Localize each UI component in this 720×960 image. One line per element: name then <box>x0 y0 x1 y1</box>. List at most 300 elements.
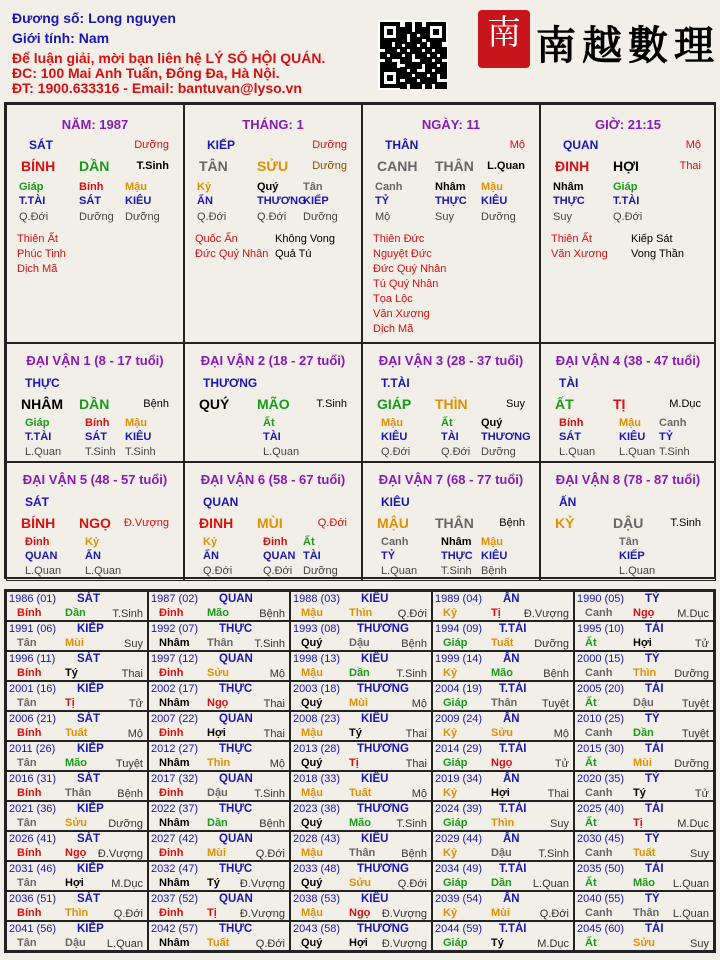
year-label: 1998 (13) <box>293 653 341 665</box>
pillar-branch: HỢI <box>613 158 639 174</box>
pillar-cell <box>184 104 362 343</box>
year-god: SÁT <box>77 653 100 665</box>
dai-van-stage: Bệnh <box>499 517 525 529</box>
year-label: 2004 (19) <box>435 683 483 695</box>
hidden-stem: Giáp <box>613 181 638 193</box>
year-cell <box>432 651 574 681</box>
year-cell <box>148 891 290 921</box>
pillar-god-stage: Mộ <box>509 139 525 151</box>
star-name: Thiên Ất <box>551 233 592 245</box>
dai-van-stage: M.Dục <box>669 398 701 410</box>
year-stem: Kỷ <box>443 727 458 739</box>
star-name: Đức Quý Nhân <box>373 263 447 275</box>
year-god: KIẾP <box>77 683 104 695</box>
year-god: THỰC <box>219 863 253 875</box>
year-branch: Tuất <box>349 787 372 799</box>
year-stage: Bệnh <box>259 818 285 830</box>
hidden-god: THỰC <box>441 550 473 562</box>
year-label: 2000 (15) <box>577 653 625 665</box>
year-cell <box>148 921 290 951</box>
year-label: 2039 (54) <box>435 893 483 905</box>
year-stage: Mộ <box>411 698 427 710</box>
hidden-god: SÁT <box>559 431 581 443</box>
pillar-title: NĂM: 1987 <box>61 117 129 132</box>
hidden-stem: Nhâm <box>553 181 584 193</box>
dai-van-branch: MÙI <box>257 515 283 531</box>
year-stem: Canh <box>585 907 613 919</box>
dai-van-stem: KỶ <box>555 515 575 531</box>
star-name: Thiên Đức <box>373 233 425 245</box>
year-label: 2040 (55) <box>577 893 625 905</box>
year-label: 2018 (33) <box>293 773 341 785</box>
year-cell <box>290 771 432 801</box>
year-stem: Mậu <box>301 847 323 859</box>
hidden-god: TỶ <box>375 195 390 207</box>
dai-van-stem: ĐINH <box>199 515 234 531</box>
year-stage: M.Dục <box>677 608 709 620</box>
year-stage: Tử <box>694 788 709 800</box>
year-stage: T.Sinh <box>396 668 427 680</box>
hidden-stem: Mậu <box>125 417 147 429</box>
pillar-stem: BÍNH <box>21 158 56 174</box>
year-cell <box>148 621 290 651</box>
pillar-cell <box>540 104 716 343</box>
dai-van-stage: T.Sinh <box>316 398 347 410</box>
dai-van-branch: TỊ <box>613 396 626 412</box>
year-label: 2038 (53) <box>293 893 341 905</box>
year-branch: Sửu <box>65 817 88 829</box>
hidden-stage: Dưỡng <box>303 211 338 223</box>
hidden-stem: Mậu <box>381 417 403 429</box>
qr-module <box>440 82 447 89</box>
year-stage: Suy <box>690 848 709 860</box>
qr-module <box>425 82 432 89</box>
year-branch: Dậu <box>65 937 86 949</box>
year-god: KIẾP <box>77 743 104 755</box>
year-cell <box>6 621 148 651</box>
year-label: 2005 (20) <box>577 683 625 695</box>
year-label: 2044 (59) <box>435 923 483 935</box>
year-cell <box>574 801 714 831</box>
hidden-god: KIÊU <box>481 550 508 562</box>
year-stage: Dưỡng <box>534 638 569 650</box>
year-branch: Ngọ <box>207 697 229 709</box>
year-label: 1986 (01) <box>9 593 57 605</box>
year-stage: T.Sinh <box>254 638 285 650</box>
year-branch: Thìn <box>207 757 231 769</box>
hidden-god: TÀI <box>441 431 459 443</box>
year-cell <box>290 741 432 771</box>
year-stem: Tân <box>17 697 37 709</box>
header <box>0 0 720 98</box>
year-cell <box>574 681 714 711</box>
year-god: SÁT <box>77 713 100 725</box>
year-branch: Ngọ <box>65 847 87 859</box>
year-branch: Sửu <box>633 937 656 949</box>
hidden-stem: Bính <box>79 181 104 193</box>
year-branch: Tuất <box>207 937 230 949</box>
year-stage: Đ.Vượng <box>239 878 285 890</box>
pillar-god: SÁT <box>29 138 53 152</box>
year-god: QUAN <box>219 773 253 785</box>
year-stem: Giáp <box>443 697 468 709</box>
pillar-stem: CANH <box>377 158 418 174</box>
hidden-stage: Q.Đới <box>257 211 287 223</box>
year-god: ẤN <box>503 593 520 605</box>
year-cell <box>6 681 148 711</box>
year-stem: Mậu <box>301 607 323 619</box>
hidden-stage: T.Sinh <box>85 446 116 458</box>
dai-van-god: KIÊU <box>381 495 410 509</box>
hidden-god: KIẾP <box>303 195 329 207</box>
year-stem: Bính <box>17 907 42 919</box>
hidden-stem: Nhâm <box>435 181 466 193</box>
year-label: 2045 (60) <box>577 923 625 935</box>
hidden-god: T.TÀI <box>19 195 46 207</box>
year-stem: Kỷ <box>443 907 458 919</box>
year-god: T.TÀI <box>499 743 527 755</box>
year-stem: Bính <box>17 607 42 619</box>
year-god: TỶ <box>645 713 660 725</box>
year-label: 2036 (51) <box>9 893 57 905</box>
year-branch: Thân <box>207 637 234 649</box>
year-god: TỶ <box>645 773 660 785</box>
year-stem: Mậu <box>301 727 323 739</box>
dai-van-title: ĐẠI VẬN 8 (78 - 87 tuổi) <box>555 472 701 487</box>
year-cell <box>148 591 290 621</box>
year-label: 2017 (32) <box>151 773 199 785</box>
year-branch: Sửu <box>349 877 372 889</box>
year-god: THƯƠNG <box>357 803 409 815</box>
hidden-stage: Q.Đới <box>441 446 471 458</box>
hidden-god: ẤN <box>203 550 219 562</box>
hidden-stem: Giáp <box>19 181 44 193</box>
year-god: QUAN <box>219 713 253 725</box>
hidden-stem: Kỷ <box>197 181 212 193</box>
hidden-stage: L.Quan <box>619 565 656 577</box>
year-cell <box>574 861 714 891</box>
year-stage: Tuyệt <box>115 758 143 770</box>
hidden-stage: Mộ <box>375 211 391 223</box>
year-cell <box>432 891 574 921</box>
year-god: KIÊU <box>361 713 389 725</box>
dai-van-cell <box>362 343 540 462</box>
year-stem: Quý <box>301 877 323 889</box>
year-stage: Thai <box>121 668 143 680</box>
year-cell <box>574 621 714 651</box>
year-branch: Hợi <box>65 877 84 889</box>
contact-address: ĐC: 100 Mai Anh Tuấn, Đống Đa, Hà Nội. <box>12 65 280 81</box>
hidden-god: TÀI <box>263 431 281 443</box>
year-branch: Dậu <box>207 787 228 799</box>
dai-van-branch: DẬU <box>613 515 644 531</box>
hidden-god: KIÊU <box>381 431 408 443</box>
year-god: QUAN <box>219 833 253 845</box>
year-stem: Tân <box>17 877 37 889</box>
year-god: THƯƠNG <box>357 623 409 635</box>
year-cell <box>574 741 714 771</box>
dai-van-title: ĐẠI VẬN 6 (58 - 67 tuổi) <box>200 472 346 487</box>
year-stage: Bệnh <box>259 608 285 620</box>
year-label: 1997 (12) <box>151 653 199 665</box>
year-stage: L.Quan <box>672 878 709 890</box>
hidden-stage: L.Quan <box>25 565 62 577</box>
year-stage: Tử <box>694 638 709 650</box>
year-cell <box>574 711 714 741</box>
dai-van-god: THỰC <box>25 376 60 390</box>
year-god: T.TÀI <box>499 863 527 875</box>
qr-module <box>440 72 447 79</box>
year-stage: Q.Đới <box>255 938 285 950</box>
year-branch: Tý <box>349 727 362 739</box>
dai-van-title: ĐẠI VẬN 7 (68 - 77 tuổi) <box>378 472 524 487</box>
year-label: 2029 (44) <box>435 833 483 845</box>
hidden-stem: Giáp <box>25 417 50 429</box>
hidden-stem: Quý <box>481 417 503 429</box>
year-stage: Mộ <box>269 758 285 770</box>
year-god: SÁT <box>77 893 100 905</box>
year-god: SÁT <box>77 593 100 605</box>
year-branch: Thìn <box>491 817 515 829</box>
year-god: ẤN <box>503 893 520 905</box>
year-stage: Mộ <box>127 728 143 740</box>
year-branch: Thìn <box>349 607 373 619</box>
pillar-god-stage: Dưỡng <box>134 139 169 151</box>
year-god: KIẾP <box>77 923 104 935</box>
year-branch: Thìn <box>65 907 89 919</box>
year-stem: Quý <box>301 817 323 829</box>
year-god: THỰC <box>219 803 253 815</box>
hidden-stage: Dưỡng <box>79 211 114 223</box>
year-god: TÀI <box>645 923 664 935</box>
year-branch: Hợi <box>349 937 368 949</box>
year-stem: Giáp <box>443 877 468 889</box>
year-branch: Mùi <box>633 757 652 769</box>
year-god: KIÊU <box>361 653 389 665</box>
contact-phone-email: ĐT: 1900.633316 - Email: bantuvan@lyso.vn <box>12 80 302 96</box>
year-god: THƯƠNG <box>357 683 409 695</box>
year-cell <box>6 771 148 801</box>
year-stem: Canh <box>585 727 613 739</box>
year-god: SÁT <box>77 833 100 845</box>
year-label: 2016 (31) <box>9 773 57 785</box>
year-god: KIÊU <box>361 773 389 785</box>
hidden-stem: Bính <box>559 417 584 429</box>
pillar-title: NGÀY: 11 <box>421 117 481 132</box>
year-stage: Đ.Vượng <box>523 608 569 620</box>
yearly-table <box>4 589 716 953</box>
year-stem: Kỷ <box>443 847 458 859</box>
dai-van-branch: MÃO <box>257 396 290 412</box>
year-label: 2026 (41) <box>9 833 57 845</box>
dai-van-cell <box>184 343 362 462</box>
hidden-stem: Ất <box>263 417 275 429</box>
dai-van-stage: Đ.Vượng <box>123 517 169 529</box>
year-stage: T.Sinh <box>538 848 569 860</box>
star-name: Văn Xương <box>551 248 608 260</box>
star-name: Không Vong <box>275 233 335 245</box>
dai-van-god: THƯƠNG <box>203 376 258 390</box>
hidden-god: KIÊU <box>619 431 646 443</box>
hidden-stage: Q.Đới <box>381 446 411 458</box>
year-stage: Thai <box>263 728 285 740</box>
year-branch: Sửu <box>207 667 230 679</box>
year-label: 2007 (22) <box>151 713 199 725</box>
year-branch: Tý <box>491 937 504 949</box>
star-name: Tọa Lộc <box>373 293 413 305</box>
hidden-stage: Suy <box>435 211 454 223</box>
year-label: 2013 (28) <box>293 743 341 755</box>
year-stage: Suy <box>124 638 143 650</box>
dai-van-cell <box>362 462 540 581</box>
year-cell <box>432 681 574 711</box>
year-cell <box>574 651 714 681</box>
year-cell <box>290 681 432 711</box>
year-branch: Tị <box>633 817 643 829</box>
pillar-title: THÁNG: 1 <box>242 117 304 132</box>
year-stage: Tử <box>128 698 143 710</box>
year-label: 2014 (29) <box>435 743 483 755</box>
year-stem: Ất <box>585 877 597 889</box>
year-branch: Dậu <box>491 847 512 859</box>
dai-van-stage: Bệnh <box>143 398 169 410</box>
year-label: 2032 (47) <box>151 863 199 875</box>
year-stage: Tuyệt <box>681 698 709 710</box>
hidden-stage: Q.Đới <box>19 211 49 223</box>
year-stem: Bính <box>17 667 42 679</box>
year-cell <box>290 711 432 741</box>
year-god: ẤN <box>503 713 520 725</box>
year-label: 2043 (58) <box>293 923 341 935</box>
dai-van-stage: Suy <box>506 398 525 410</box>
year-cell <box>6 711 148 741</box>
year-label: 2042 (57) <box>151 923 199 935</box>
year-stage: L.Quan <box>672 908 709 920</box>
dai-van-title: ĐẠI VẬN 2 (18 - 27 tuổi) <box>200 353 346 368</box>
year-branch: Thìn <box>633 667 657 679</box>
hidden-stage: T.Sinh <box>659 446 690 458</box>
dai-van-stem: NHÂM <box>21 396 63 412</box>
year-cell <box>574 591 714 621</box>
brand-logo: 南越數理 <box>536 22 720 69</box>
year-stage: T.Sinh <box>396 818 427 830</box>
year-stage: Mộ <box>269 668 285 680</box>
year-branch: Mão <box>207 607 229 619</box>
year-cell <box>432 921 574 951</box>
year-stem: Quý <box>301 757 323 769</box>
year-stem: Quý <box>301 637 323 649</box>
year-god: T.TÀI <box>499 623 527 635</box>
year-branch: Mão <box>491 667 513 679</box>
year-stage: Q.Đới <box>397 608 427 620</box>
year-cell <box>148 831 290 861</box>
year-branch: Mùi <box>491 907 510 919</box>
hidden-stem: Kỷ <box>203 536 218 548</box>
hidden-stage: Suy <box>553 211 572 223</box>
year-cell <box>148 651 290 681</box>
year-stage: Suy <box>550 818 569 830</box>
hidden-stem: Mậu <box>619 417 641 429</box>
year-cell <box>6 891 148 921</box>
year-god: THƯƠNG <box>357 923 409 935</box>
year-label: 2025 (40) <box>577 803 625 815</box>
year-branch: Hợi <box>207 727 226 739</box>
pillar-title: GIỜ: 21:15 <box>594 117 661 132</box>
year-label: 2028 (43) <box>293 833 341 845</box>
hidden-stage: L.Quan <box>263 446 300 458</box>
year-cell <box>432 771 574 801</box>
year-stage: Suy <box>690 938 709 950</box>
pillar-branch: DẦN <box>79 158 110 174</box>
year-stem: Canh <box>585 607 613 619</box>
year-branch: Dậu <box>349 637 370 649</box>
hidden-stage: Bệnh <box>481 565 507 577</box>
hidden-god: ẤN <box>85 550 101 562</box>
hidden-stem: Nhâm <box>441 536 472 548</box>
star-name: Dịch Mã <box>17 263 58 275</box>
qr-finder <box>426 22 446 42</box>
year-cell <box>148 741 290 771</box>
year-label: 2030 (45) <box>577 833 625 845</box>
year-god: ẤN <box>503 653 520 665</box>
year-branch: Tuất <box>491 637 514 649</box>
hidden-stem: Ất <box>303 536 315 548</box>
year-stage: Đ.Vượng <box>239 908 285 920</box>
year-cell <box>6 591 148 621</box>
pillar-stage: Thai <box>679 160 701 172</box>
year-stem: Nhâm <box>159 757 190 769</box>
year-stem: Canh <box>585 667 613 679</box>
dai-van-stage: T.Sinh <box>670 517 701 529</box>
year-branch: Tị <box>491 607 501 619</box>
year-label: 2041 (56) <box>9 923 57 935</box>
hidden-god: KIÊU <box>481 195 508 207</box>
star-name: Văn Xương <box>373 308 430 320</box>
year-label: 2034 (49) <box>435 863 483 875</box>
pillar-stem: ĐINH <box>555 158 590 174</box>
year-branch: Tuất <box>633 847 656 859</box>
contact-line-1: Để luận giải, mời bạn liên hệ LÝ SỐ HỘI QUÁN. <box>12 50 326 66</box>
star-name: Thiên Ất <box>17 233 58 245</box>
year-stage: Dưỡng <box>674 668 709 680</box>
year-branch: Mão <box>633 877 655 889</box>
pillar-branch: THÂN <box>435 158 474 174</box>
year-label: 1995 (10) <box>577 623 625 635</box>
hidden-stage: T.Sinh <box>125 446 156 458</box>
year-god: KIÊU <box>361 833 389 845</box>
dai-van-god: TÀI <box>559 376 579 390</box>
year-god: KIẾP <box>77 623 104 635</box>
year-label: 2010 (25) <box>577 713 625 725</box>
star-name: Kiếp Sát <box>631 233 673 245</box>
dai-van-god: T.TÀI <box>381 376 410 390</box>
hidden-god: THƯƠNG <box>257 195 307 207</box>
dai-van-title: ĐẠI VẬN 3 (28 - 37 tuổi) <box>378 353 524 368</box>
year-cell <box>148 681 290 711</box>
pillar-god: THÂN <box>385 138 419 152</box>
year-stem: Canh <box>585 787 613 799</box>
seal-logo-icon: 南 <box>478 10 530 68</box>
year-label: 2035 (50) <box>577 863 625 875</box>
star-name: Tú Quý Nhân <box>373 278 439 290</box>
year-stage: Tuyệt <box>681 728 709 740</box>
year-cell <box>432 831 574 861</box>
hidden-stem: Mậu <box>481 536 503 548</box>
hidden-stage: Dưỡng <box>481 211 516 223</box>
star-name: Quả Tú <box>275 248 312 260</box>
year-stage: Đ.Vượng <box>381 938 427 950</box>
hidden-stage: L.Quan <box>559 446 596 458</box>
